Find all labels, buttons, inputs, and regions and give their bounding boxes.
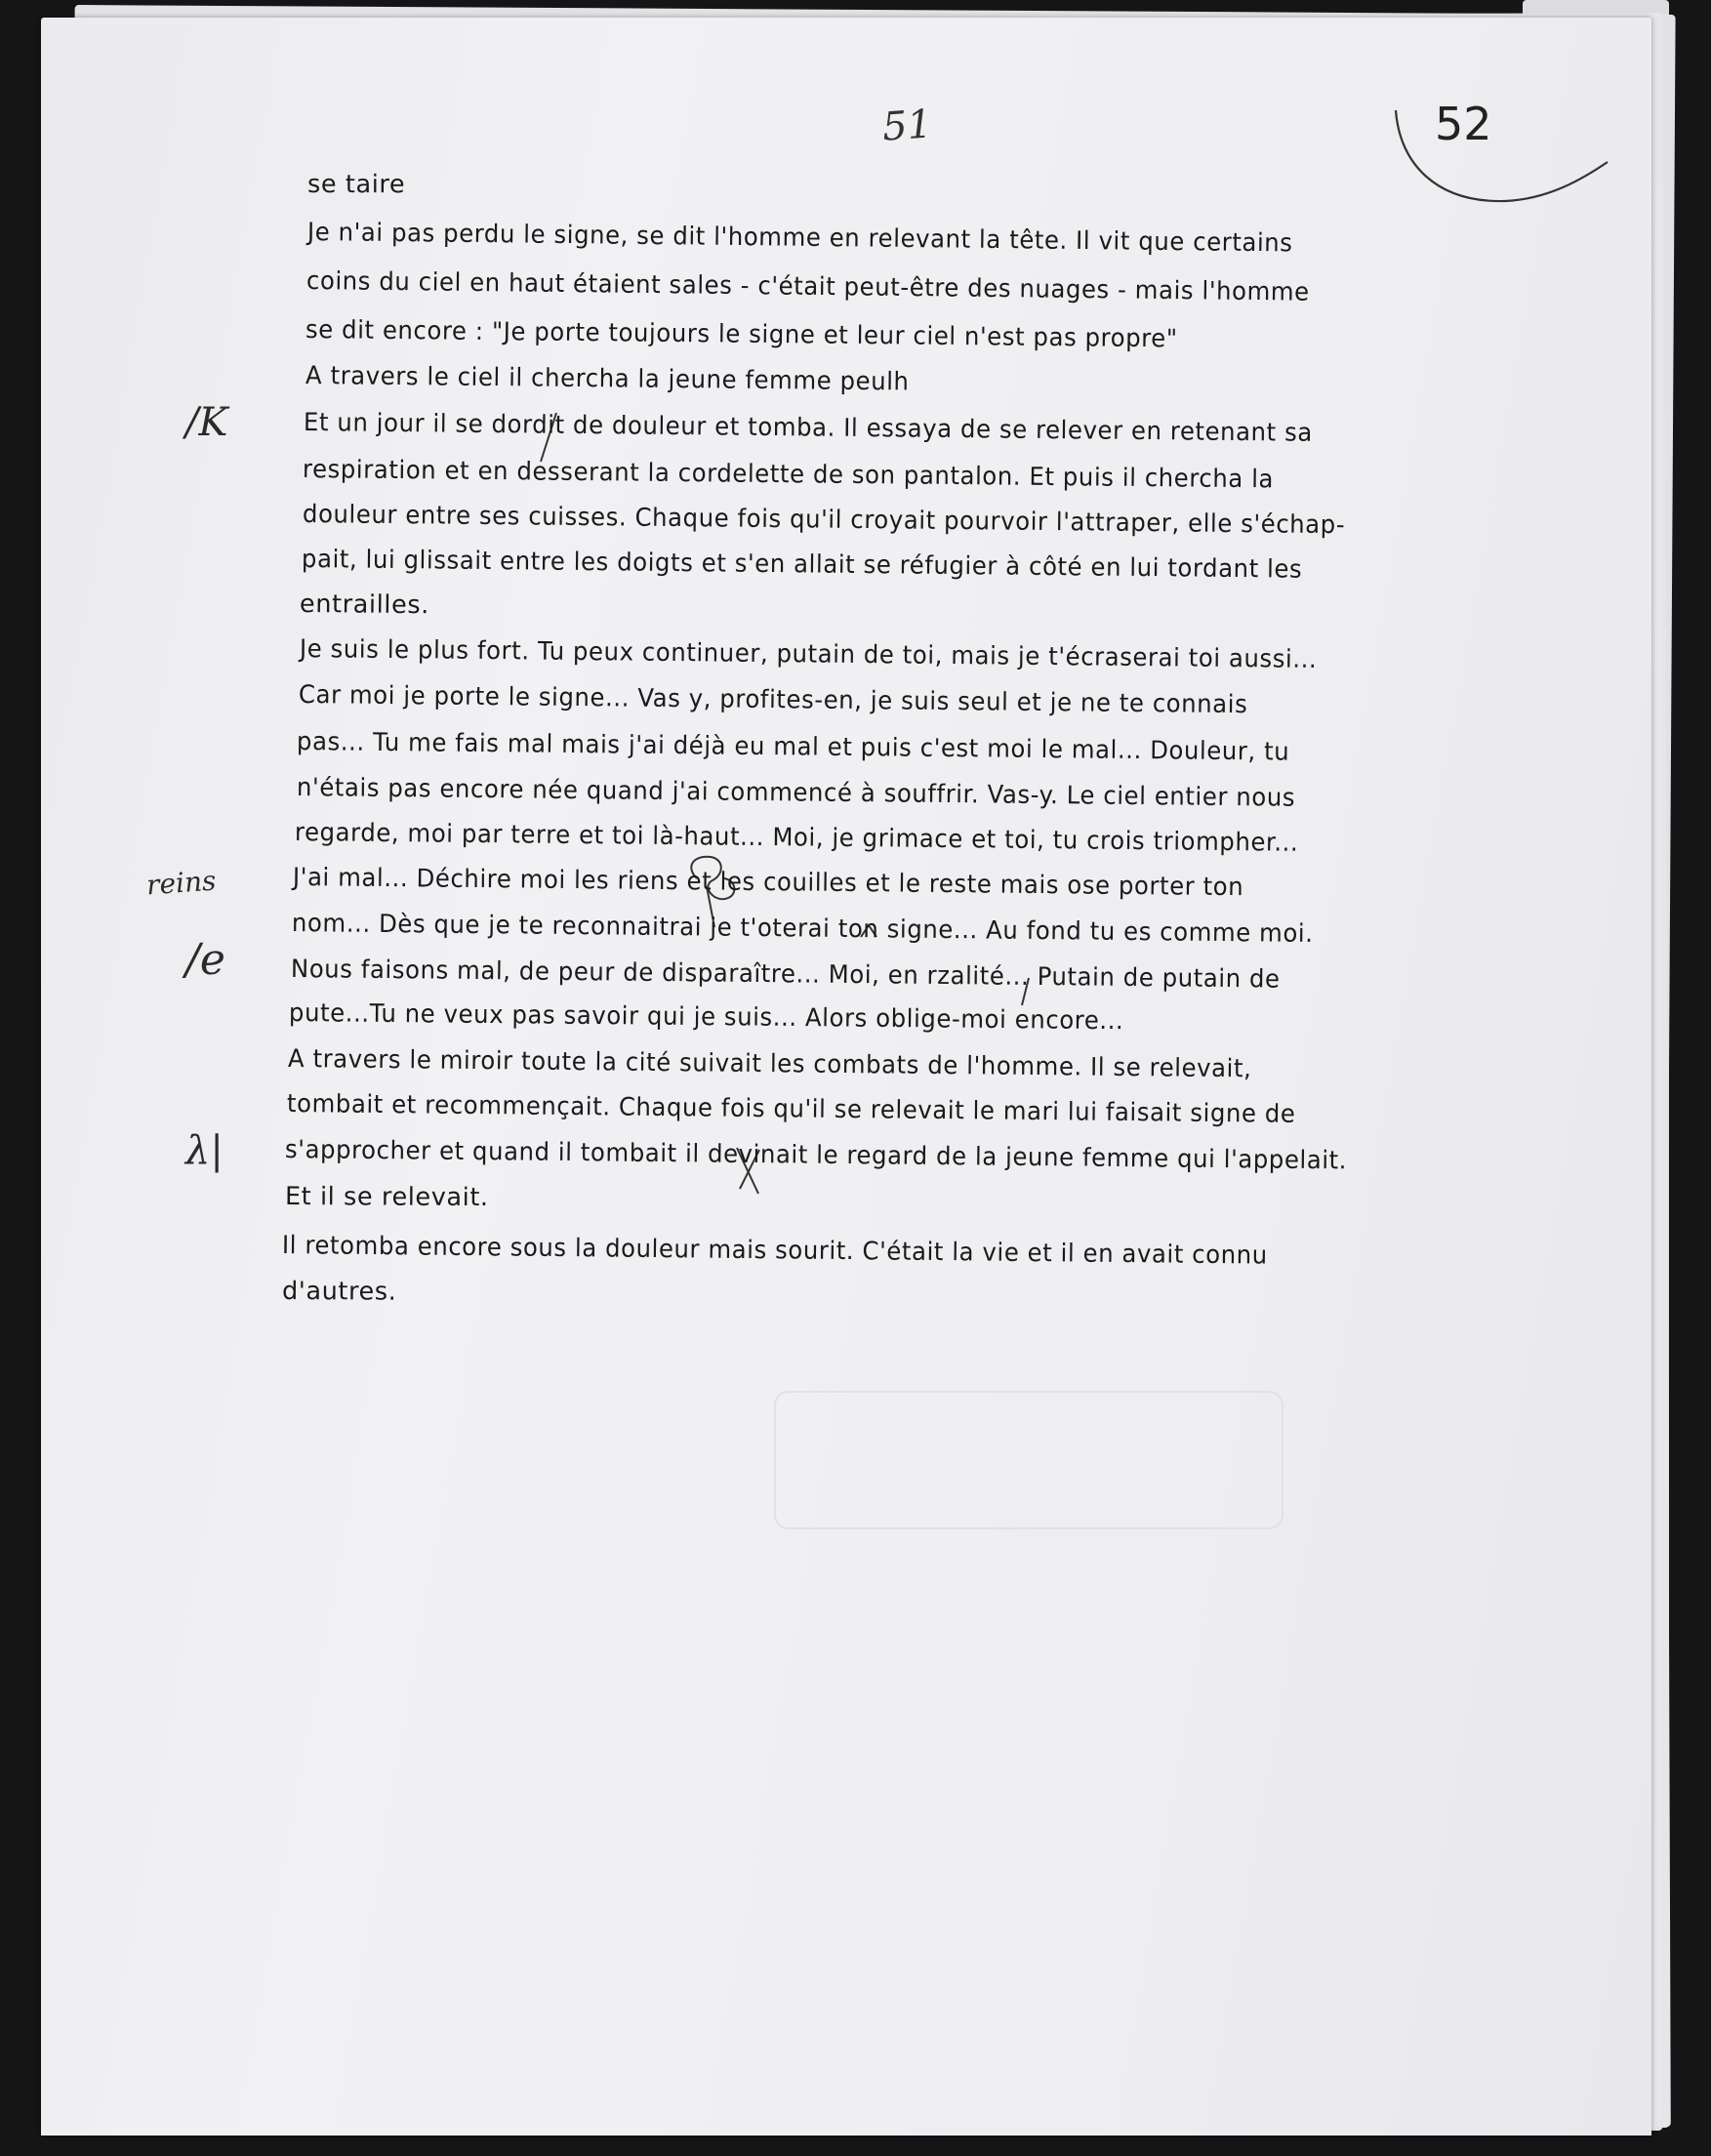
text-line: J'ai mal... Déchire moi les riens et les couilles et le reste mais ose porter ton xyxy=(292,863,1244,903)
text-line: nom... Dès que je te reconnaitrai je t'oterai ton signe... Au fond tu es comme moi. xyxy=(291,909,1314,949)
text-line: Je suis le plus fort. Tu peux continuer, putain de toi, mais je t'écraserai toi aussi... xyxy=(299,634,1318,674)
text-line: A travers le miroir toute la cité suivait les combats de l'homme. Il se relevait, xyxy=(287,1044,1252,1084)
text-line: A travers le ciel il chercha la jeune femme peulh xyxy=(305,361,910,397)
text-line: Je n'ai pas perdu le signe, se dit l'homme en relevant la tête. Il vit que certains xyxy=(306,218,1293,259)
text-line: Et un jour il se dordit de douleur et tomba. Il essaya de se relever en retenant sa xyxy=(303,408,1313,448)
text-line: se dit encore : "Je porte toujours le signe et leur ciel n'est pas propre" xyxy=(305,315,1178,354)
text-line: Et il se relevait. xyxy=(284,1182,489,1213)
text-line: respiration et en desserant la cordelette de son pantalon. Et puis il chercha la xyxy=(302,455,1275,495)
text-line: pute...Tu ne veux pas savoir qui je suis... Alors oblige-moi encore... xyxy=(288,998,1124,1037)
text-line: n'étais pas encore née quand j'ai commencé à souffrir. Vas-y. Le ciel entier nous xyxy=(296,773,1296,813)
text-line: d'autres. xyxy=(281,1277,397,1307)
text-line: pas... Tu me fais mal mais j'ai déjà eu mal et puis c'est moi le mal... Douleur, tu xyxy=(296,727,1290,767)
text-line: coins du ciel en haut étaient sales - c'était peut-être des nuages - mais l'homme xyxy=(306,266,1310,307)
page-number: 52 xyxy=(1435,98,1492,150)
text-line: Il retomba encore sous la douleur mais sourit. C'était la vie et il en avait connu xyxy=(281,1231,1268,1271)
margin-note-k: /K xyxy=(185,400,228,445)
margin-note-reins: reins xyxy=(144,864,218,902)
text-line: entrailles. xyxy=(299,590,430,621)
text-line: s'approcher et quand il tombait il devinait le regard de la jeune femme qui l'appelait. xyxy=(284,1135,1348,1176)
text-line: regarde, moi par terre et toi là-haut... Moi, je grimace et toi, tu crois triompher... xyxy=(294,818,1299,858)
text-line: Car moi je porte le signe... Vas y, profites-en, je suis seul et je ne te connais xyxy=(298,680,1248,720)
margin-note-e: /e xyxy=(185,935,225,985)
text-line: douleur entre ses cuisses. Chaque fois qu'il croyait pourvoir l'attraper, elle s'échap- xyxy=(302,500,1346,541)
text-line: pait, lui glissait entre les doigts et s'en allait se réfugier à côté en lui tordant les xyxy=(301,545,1303,585)
text-line: se taire xyxy=(306,170,406,200)
margin-note-l: λ| xyxy=(185,1128,224,1173)
text-line: tombait et recommençait. Chaque fois qu'il se relevait le mari lui faisait signe de xyxy=(286,1089,1296,1129)
text-line: Nous faisons mal, de peur de disparaître... Moi, en rzalité... Putain de putain de xyxy=(290,955,1281,995)
typed-page xyxy=(41,18,1651,2136)
old-page-number: 51 xyxy=(880,102,934,150)
